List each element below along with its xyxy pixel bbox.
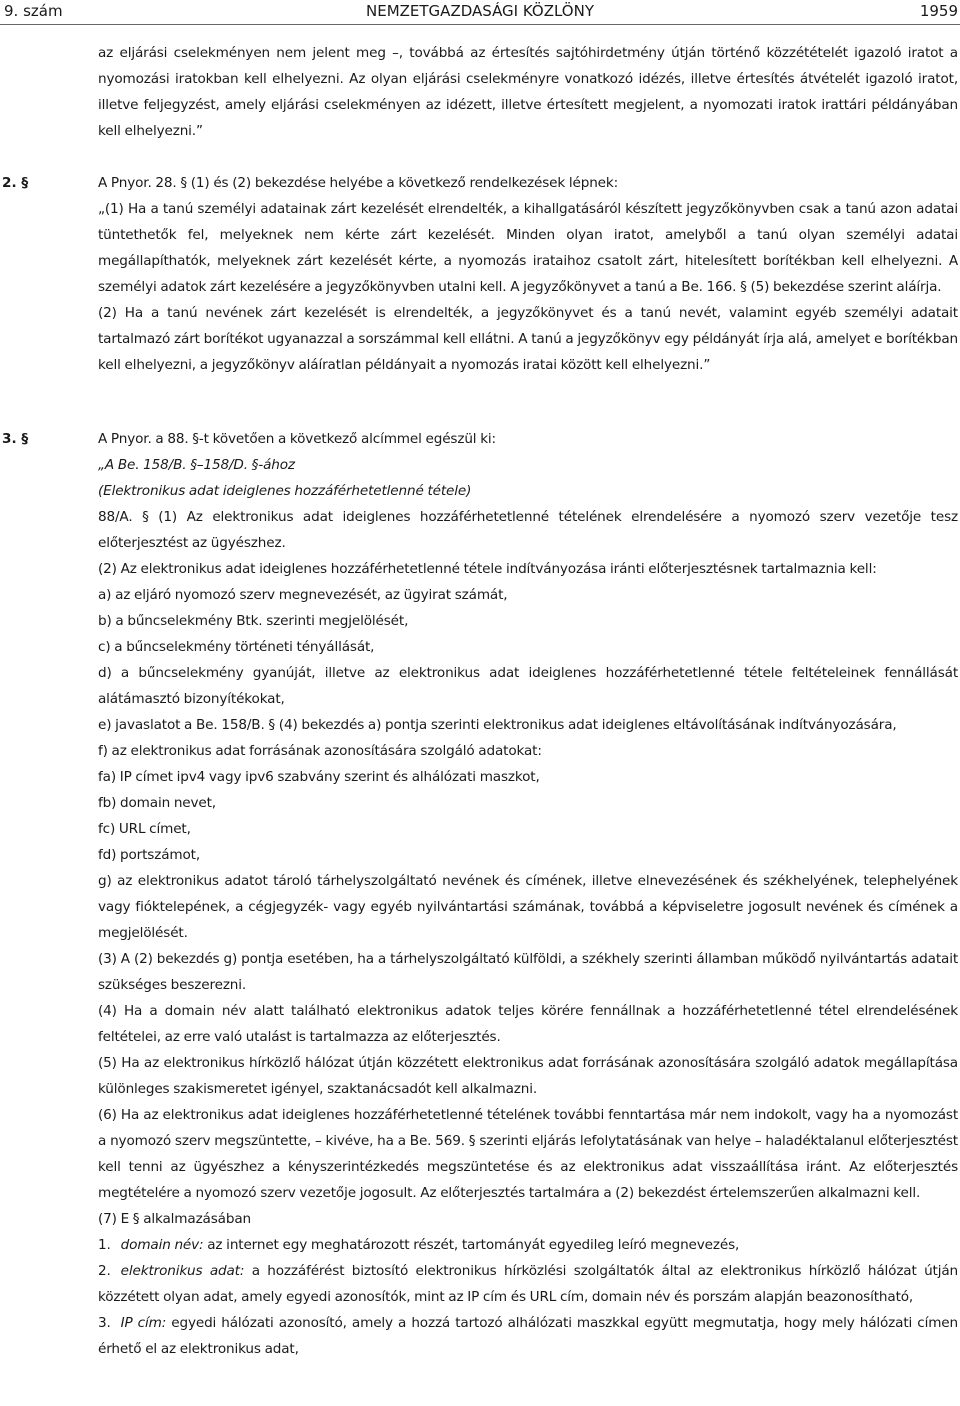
- point-e: e) javaslatot a Be. 158/B. § (4) bekezdés a) pontja szerinti elektronikus adat ideiglenes eltávolításának indítványozására,: [98, 717, 897, 733]
- section-3-number: 3. §: [2, 431, 29, 447]
- section-3: [98, 426, 958, 1362]
- paragraph-88a-2: (2) Az elektronikus adat ideiglenes hozzáférhetetlenné tétele indítványozása iránti előterjesztésnek tartalmaznia kell:: [98, 561, 877, 577]
- paragraph-88a-3: (3) A (2) bekezdés g) pontja esetében, ha a tárhelyszolgáltató külföldi, a székhely szerinti államban működő nyilvántartás adatait szükséges beszerezni.: [98, 951, 958, 993]
- point-g: g) az elektronikus adatot tároló tárhelyszolgáltató nevének és címének, illetve elnevezésének és székhelyének, telephelyének vagy fióktelepének, a cégjegyzék- vagy egyéb nyilvántartási számának, továbbá a képviseletre jogosult nevének és címének a megjelölését.: [98, 873, 958, 941]
- point-b: b) a bűncselekmény Btk. szerinti megjelölését,: [98, 613, 409, 629]
- paragraph-88a-5: (5) Ha az elektronikus hírközlő hálózat útján közzétett elektronikus adat forrásának azonosítására szolgáló adatok megállapítása különleges szakismeretet igényel, szaktanácsadót kell alkalmazni.: [98, 1055, 958, 1097]
- point-fa: fa) IP címet ipv4 vagy ipv6 szabvány szerint és alhálózati maszkot,: [98, 769, 540, 785]
- section-3-lead: A Pnyor. a 88. §-t követően a következő alcímmel egészül ki:: [98, 431, 496, 447]
- point-fb: fb) domain nevet,: [98, 795, 216, 811]
- page-number: 1959: [919, 2, 958, 20]
- paragraph-88a-7: (7) E § alkalmazásában: [98, 1211, 251, 1227]
- section-2-paragraph-1: „(1) Ha a tanú személyi adatainak zárt kezelését elrendelték, a kihallgatásáról készített jegyzőkönyvben csak a tanú azon adatai tüntethetők fel, melyeknek nem kérte zárt kezelését. Minden olyan iratot, amelyből a tanú olyan személyi adatai megállapíthatók, melyeknek zárt kezelését kérte, a nyomozás irataihoz csatolt zárt, hitelesített borítékban kell elhelyezni. A személyi adatok zárt kezelésére a jegyzőkönyvben utalni kell. A jegyzőkönyvet a tanú a Be. 166. § (5) bekezdése szerint aláírja.: [98, 201, 958, 295]
- point-fd: fd) portszámot,: [98, 847, 201, 863]
- paragraph-88a-6: (6) Ha az elektronikus adat ideiglenes hozzáférhetetlenné tételének további fenntartása már nem indokolt, vagy ha a nyomozást a nyomozó szerv megszüntette, – kivéve, ha a Be. 569. § szerinti eljárás lefolytatásának van helye – haladéktalanul előterjesztést kell tenni az ügyészhez a kényszerintézkedés megszüntetése és az elektronikus adat visszaállítása iránt. Az előterjesztés megtételére a nyomozó szerv vezetője jogosult. Az előterjesztés tartalmára a (2) bekezdést értelemszerűen alkalmazni kell.: [98, 1107, 958, 1201]
- point-c: c) a bűncselekmény történeti tényállását,: [98, 639, 375, 655]
- section-3-heading: „A Be. 158/B. §–158/D. §-ához: [98, 457, 295, 473]
- point-a: a) az eljáró nyomozó szerv megnevezését, az ügyirat számát,: [98, 587, 508, 603]
- paragraph-88a-4: (4) Ha a domain név alatt található elektronikus adatok teljes körére fennállnak a hozzáférhetetlenné tétel elrendelésének feltételei, az erre való utalást is tartalmazza az előterjesztés.: [98, 1003, 958, 1045]
- definition-ip-address: 3. IP cím: egyedi hálózati azonosító, amely a hozzá tartozó alhálózati maszkkal együtt megmutatja, hogy mely hálózati címen érhető el az elektronikus adat,: [98, 1315, 958, 1357]
- issue-number: 9. szám: [4, 2, 63, 20]
- section-2-number: 2. §: [2, 175, 29, 191]
- point-d: d) a bűncselekmény gyanúját, illetve az elektronikus adat ideiglenes hozzáférhetetlenné tétele feltételeinek fennállását alátámasztó bizonyítékokat,: [98, 665, 958, 707]
- section-2: [98, 170, 958, 378]
- intro-text: az eljárási cselekményen nem jelent meg –, továbbá az értesítés sajtóhirdetmény útján történő közzétételét igazoló iratot a nyomozási iratokban kell elhelyezni. Az olyan eljárási cselekményre vonatkozó idézés, illetve értesítés átvételét igazoló iratot, illetve feljegyzést, amely eljárási cselekményen az idézett, illetve értesített megjelent, a nyomozati iratok irattári példányában kell elhelyezni.”: [98, 45, 958, 139]
- point-fc: fc) URL címet,: [98, 821, 191, 837]
- section-3-subheading: (Elektronikus adat ideiglenes hozzáférhetetlenné tétele): [98, 483, 472, 499]
- definition-electronic-data: 2. elektronikus adat: a hozzáférést biztosító elektronikus hírközlési szolgáltatók által az elektronikus hírközlő hálózat útján közzétett olyan adat, amely egyedi azonosítók, mint az IP cím és URL cím, domain név és porszám alapján beazonosítható,: [98, 1263, 958, 1305]
- paragraph-88a-1: 88/A. § (1) Az elektronikus adat ideiglenes hozzáférhetetlenné tételének elrendelésére a nyomozó szerv vezetője tesz előterjesztést az ügyészhez.: [98, 509, 958, 551]
- point-f: f) az elektronikus adat forrásának azonosítására szolgáló adatokat:: [98, 743, 542, 759]
- definition-domain-name: 1. domain név: az internet egy meghatározott részét, tartományát egyedileg leíró megnevezés,: [98, 1237, 740, 1253]
- section-2-paragraph-2: (2) Ha a tanú nevének zárt kezelését is elrendelték, a jegyzőkönyvet és a tanú nevét, valamint egyéb személyi adatait tartalmazó zárt borítékot ugyanazzal a sorszámmal kell ellátni. A tanú a jegyzőkönyv egy példányát írja alá, amelyet e borítékban kell elhelyezni, a jegyzőkönyv aláíratlan példányait a nyomozás iratai között kell elhelyezni.”: [98, 305, 958, 373]
- intro-paragraph: [98, 40, 958, 144]
- publication-title: NEMZETGAZDASÁGI KÖZLÖNY: [366, 2, 594, 20]
- section-2-lead: A Pnyor. 28. § (1) és (2) bekezdése helyébe a következő rendelkezések lépnek:: [98, 175, 619, 191]
- page-header: [0, 0, 960, 25]
